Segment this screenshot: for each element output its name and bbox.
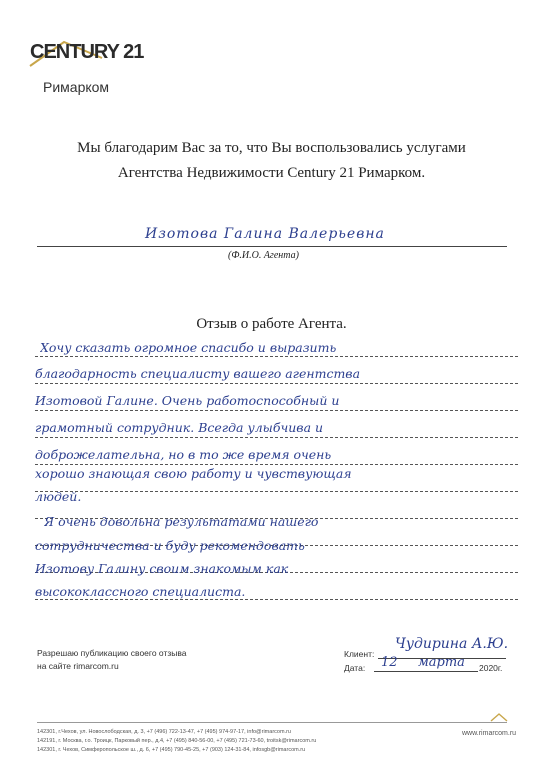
client-signature: Чудирина А.Ю.	[395, 636, 509, 652]
date-rule	[374, 671, 478, 672]
review-line: Я очень довольна результатами нашего	[44, 514, 319, 529]
footer-address-2: 142191, г. Москва, г.о. Троицк, Парковый пер., д.4, +7 (495) 840-56-00, +7 (495) 721-73-60, troitsk@rimarcom.ru	[37, 738, 317, 744]
thanks-line-2: Агентства Недвижимости Century 21 Римарком.	[117, 165, 426, 181]
consent-line-1: Разрешаю публикацию своего отзыва	[37, 648, 187, 658]
review-line: Изотовой Галине. Очень работоспособный и	[35, 393, 340, 408]
footer-rule	[37, 722, 507, 723]
review-line: Хочу сказать огромное спасибо и выразить	[40, 340, 337, 355]
roof-footer-icon	[490, 712, 508, 722]
logo-brand: CENTURY 21	[30, 41, 144, 63]
review-line: хорошо знающая свою работу и чувствующая	[35, 466, 352, 481]
review-line: благодарность специалисту вашего агентства	[35, 366, 361, 381]
review-line: сотрудничества и буду рекомендовать	[35, 538, 305, 553]
review-rule	[35, 464, 518, 465]
logo-subtitle: Римарком	[43, 79, 110, 95]
date-day: 12	[381, 655, 398, 670]
review-line: доброжелательна, но в то же время очень	[35, 447, 332, 462]
review-line: людей.	[35, 489, 82, 504]
review-line: высококлассного специалиста.	[35, 584, 246, 599]
footer-address-1: 142301, г.Чехов, ул. Новослободская, д. 3, +7 (496) 722-13-47, +7 (495) 974-97-17, info@rimarcom.ru	[37, 729, 291, 735]
review-rule	[35, 437, 518, 438]
footer-address-3: 142301, г. Чехов, Симферопольское ш., д. 6, +7 (495) 790-45-25, +7 (903) 124-31-84, infosgb@rimarcom.ru	[37, 747, 306, 753]
review-rule	[35, 356, 518, 357]
consent-line-2: на сайте rimarcom.ru	[37, 661, 119, 671]
agent-caption: (Ф.И.О. Агента)	[228, 250, 299, 261]
review-rule	[35, 410, 518, 411]
review-heading: Отзыв о работе Агента.	[196, 316, 347, 332]
review-line: Изотову Галину своим знакомым как	[35, 561, 289, 576]
review-line: грамотный сотрудник. Всегда улыбчива и	[35, 420, 324, 435]
date-month: марта	[418, 655, 465, 670]
review-rule	[35, 599, 518, 600]
agent-name: Изотова Галина Валерьевна	[145, 226, 385, 242]
review-rule	[35, 383, 518, 384]
footer-site: www.rimarcom.ru	[462, 730, 517, 737]
date-label: Дата:	[344, 663, 366, 673]
date-year: 2020г.	[479, 663, 503, 673]
agent-name-rule	[37, 246, 507, 247]
thanks-line-1: Мы благодарим Вас за то, что Вы воспользовались услугами	[77, 140, 466, 156]
client-label: Клиент:	[344, 649, 375, 659]
